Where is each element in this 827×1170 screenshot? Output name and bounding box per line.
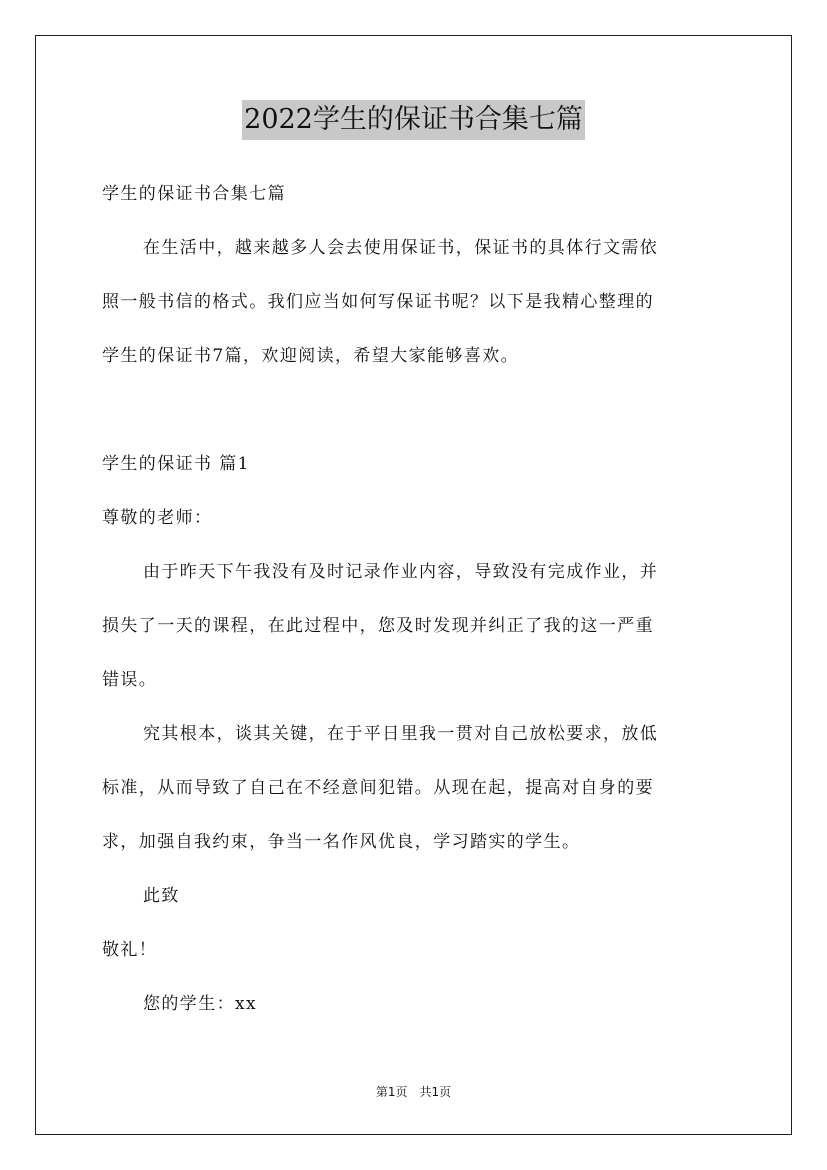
paragraph2-line-1: 究其根本，谈其关键，在于平日里我一贯对自己放松要求，放低 [143, 724, 659, 744]
signature: 您的学生：xx [143, 994, 257, 1014]
closing-ci-zhi: 此致 [143, 886, 180, 906]
intro-line-2: 照一般书信的格式。我们应当如何写保证书呢？以下是我精心整理的 [102, 292, 654, 312]
document-title: 2022学生的保证书合集七篇 [242, 100, 585, 140]
salutation: 尊敬的老师： [102, 508, 213, 528]
closing-jing-li: 敬礼！ [102, 940, 158, 960]
paragraph1-line-3: 错误。 [102, 670, 158, 690]
paragraph1-line-2: 损失了一天的课程，在此过程中，您及时发现并纠正了我的这一严重 [102, 616, 654, 636]
page-footer: 第1页 共1页 [375, 1085, 452, 1099]
document-subtitle: 学生的保证书合集七篇 [102, 184, 286, 204]
paragraph2-line-2: 标准，从而导致了自己在不经意间犯错。从现在起，提高对自身的要 [102, 778, 654, 798]
title-wrapper [0, 100, 827, 140]
section-heading: 学生的保证书 篇1 [102, 454, 250, 474]
intro-line-1: 在生活中，越来越多人会去使用保证书，保证书的具体行文需依 [143, 238, 659, 258]
intro-line-3: 学生的保证书7篇，欢迎阅读，希望大家能够喜欢。 [102, 346, 520, 366]
paragraph1-line-1: 由于昨天下午我没有及时记录作业内容，导致没有完成作业，并 [143, 562, 659, 582]
paragraph2-line-3: 求，加强自我约束，争当一名作风优良，学习踏实的学生。 [102, 832, 581, 852]
